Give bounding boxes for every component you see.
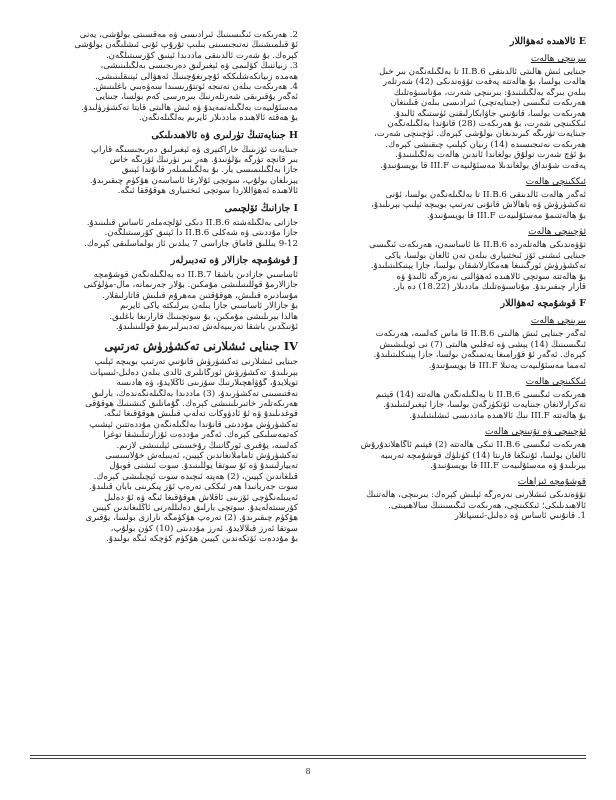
text-line: ھەرىكەتلەر خاتىرىلىنىشى كېرەك. گۇمانلىق كىشىنىڭ ھوقۇقى [85, 398, 298, 409]
text-line: مەسئۇلىيەت بەلگىلەنمەيدۇ ۋە ئىش ھالىتى قايتا تەكشۈرۈلىدۇ. [81, 102, 298, 113]
text-line: ھەرىكەت ئىگىسى II.B.6 تىكى ھالەتتە (2) قېتىم ئاگاھلاندۇرۇش [360, 440, 586, 451]
subsection-heading: ئىككىنچى ھالەت [525, 376, 586, 387]
text-line: جىنايەت تۈرىگە كىرىدىغان بولۇشى كېرەك. ئۈچىنچى شەرت، [374, 129, 586, 140]
text-line: كەلسە، يۇقىرى ئورگاننىڭ رۇخسىتى ئېلىنىشى لازىم. [116, 440, 298, 451]
text-line: تەييارلىنىدۇ ۋە ئۇ سوتقا يوللىنىدۇ. سوت ئىشنى قوبۇل [109, 461, 298, 472]
text-line: بىر قانچە تۈرگە بۆلۈنىدۇ. ھەر بىر تۈرنىڭ ئۆزىگە خاس [109, 155, 298, 166]
text-line: سوتقا ئەرز قىلالايدۇ. ئەرز مۇددىتى (10) كۈن بولۇپ، [110, 523, 298, 534]
text-line: ھالەت بولسا، بۇ ھالەتتە پەقەت تۆۋەندىكى (42) شەرتلەر [383, 77, 586, 88]
text-line: تەكشۈرۈش ئورگىنىغا ھەمكارلاشقان بولسا، جازا يېنىكلىتىلىدۇ. [370, 261, 586, 272]
text-line: تەكشۈرۈش ۋە باھالاش قانۇنى تەرتىپ بويىچە ئېلىپ بېرىلىدۇ، [371, 200, 586, 211]
page-number: 8 [305, 767, 311, 776]
text-line: بۇ جازالار ئاساسىي جازا بىلەن بىرلىكتە ياكى ئايرىم [120, 301, 298, 312]
text-line: ئالاھىدە ئەھۋاللاردا سوتچى ئىختىيارى ھوقۇققا ئىگە. [117, 186, 298, 197]
footer-rule [30, 755, 586, 756]
text-line: توپلايدۇ، گۇۋاھچىلارنىڭ سۆزىنى ئاڭلايدۇ، ۋە ھادىسە [116, 378, 298, 389]
text-line: قوغدىلىدۇ ۋە ئۇ ئادۋوكات تەلەپ قىلىش ھوقۇقىغا ئىگە. [103, 409, 298, 420]
text-line: 4. ھەرىكەت بىلەن نەتىجە ئوتتۇرىسىدا سەۋەبىي باغلىنىش. [93, 82, 298, 93]
text-line: كەتمەسلىكى كېرەك. ئەگەر مۇددەت ئۇزارتىلىشقا توغرا [103, 430, 298, 441]
text-line: ئەيىبلەنگۈچى ئۆزىنى ئاقلاش ھوقۇقىغا ئىگە ۋە ئۇ دەلىل [104, 492, 298, 503]
text-line: جازالارمۇ قوللىنىلىشى مۇمكىن. بۇلار جەرىمانە، مال-مۈلۈكنى [83, 280, 298, 291]
text-line: جازا بەلگىلىمىسى بار. بۇ بەلگىلىمىلەر قانۇندا ئېنىق [121, 165, 298, 176]
subsection-heading: ئۈچىنچى ۋە تۆتىنچى ھالەت [484, 427, 586, 438]
section-heading: F قوشۇمچە ئەھۋاللار [500, 298, 586, 310]
text-line: مۇسادىرە قىلىش، ھوقۇقتىن مەھرۇم قىلىش قاتارلىقلار. [102, 290, 298, 301]
text-line: جازا مۇددىتى ۋە شەكلى II.B.6 دا ئېنىق كۆرسىتىلگەن. [104, 228, 298, 239]
text-line: تەكشۈرۈش تاماملانغاندىن كېيىن، ئەيىبلەش خۇلاسىسى [105, 451, 298, 461]
text-line: بېرىلىدۇ. تەكشۈرۈش ئورگانلىرى ئالدى بىلەن دەلىل-ئىسپات [89, 367, 298, 378]
text-line: جىنايى ئىشنى ئۆز ئىختىيارى بىلەن تەن ئالغان بولسا، ياكى [384, 250, 586, 261]
text-line: جازانى بەلگىلەشتە II.B.6 دىكى ئۆلچەملەر ئاساس قىلىنىدۇ. [86, 217, 298, 228]
text-line: ئالغان بولسا، ئۇنىڭغا قارىتا (14) كۈنلۈك قوشۇمچە تەربىيە [380, 450, 586, 461]
chapter-heading: IV جىنايى ئىشلارنى تەكشۈرۈش تەرتىپى [104, 339, 298, 354]
text-line: ئۇنىڭدىن باشقا تەربىيەلەش تەدبىرلىرىمۇ قوللىنىلىدۇ. [115, 321, 298, 332]
section-heading: E ئالاھىدە ئەھۋاللار [509, 36, 586, 47]
text-line: تۆۋەندىكى ئىشلارنى نەزەرگە ئېلىش كېرەك: بىرىنچى، ھالەتنىڭ [366, 490, 586, 501]
text-line: ھالدا بېرىلىشى مۇمكىن، بۇ سوتچىنىڭ قارارىغا باغلىق. [109, 311, 298, 322]
text-line: ئۇ قىلمىشنىڭ نەتىجىسىنى بىلىپ تۇرۇپ ئۇنى ئىشلىگەن بولۇشى [74, 40, 298, 51]
text-line: پەقەت شۇنداق بولغاندىلا مەسئۇلىيەت III.F قا بويسۇنىدۇ. [380, 160, 586, 171]
text-line: كېرەك. بۇ شەرت ئالدىنقى ماددىدا ئېنىق كۆرسىتىلگەن. [105, 50, 298, 61]
text-line: 1. قانۇنىي ئاساس ۋە دەلىل-ئىسپاتلار [454, 511, 586, 522]
text-line: تەكشۈرۈش مۇددىتى قانۇندا بەلگىلەنگەن مۇددەتتىن ئېشىپ [89, 419, 298, 430]
text-line: ھەرىكەت ئىگىسى (جىنايەتچى) ئىرادىسى بىلەن قىلىنغان [390, 98, 586, 109]
text-line: ئىگىسىنىڭ (14) يېشى ۋە ئەقلىي ھالىتى (7) نى ئويلىشىش [379, 339, 586, 350]
subsection-heading: قوشۇمچە ئىزاھات [517, 477, 586, 488]
footer-rule-2 [30, 758, 586, 759]
text-line: ئەمما مەسئۇلىيەت يەنىلا III.F قا بويسۇنىدۇ. [428, 360, 586, 371]
subsection-heading: ئىككىنچى ھالەت [525, 177, 586, 188]
text-line: سوت جەريانىدا ھەر ئىككى تەرەپ ئۆز پىكرىنى بايان قىلىدۇ. [89, 482, 298, 493]
text-line: كۆرسىتەلەيدۇ. سوتچى بارلىق دەلىللەرنى ئاڭلىغاندىن كېيىن [92, 503, 298, 514]
text-line: جىنايى ئىشلارنى تەكشۈرۈش قانۇنىي تەرتىپ بويىچە ئېلىپ [94, 357, 298, 368]
text-line: يېزىلغان بولۇپ، سوتچى ئۇلارغا ئاساسەن ھۆكۈم چىقىرىدۇ. [89, 175, 298, 186]
text-line: نەقتىسىنى تەكشۈرىدۇ. (3) ماددىدا بەلگىلەنگەندەك، بارلىق [91, 388, 298, 399]
text-line: ھەرىكەت ئىگىسى II.B.6 تا بەلگىلەنگەن ھالەتتە (14) قېتىم [375, 389, 586, 400]
text-line: تەكرارلانغان جىنايەت ئۆتكۈزگەن بولسا، جازا ئېغىرلىتىلىدۇ. [383, 400, 586, 411]
text-line: بۇ ھالەتتىمۇ مەسئۇلىيەت III.F قا بويسۇنىدۇ. [426, 210, 586, 221]
text-line: 3. زىياننىڭ كۆلىمى ۋە ئېغىرلىق دەرىجىسى بەلگىلىنىشى، [100, 61, 298, 72]
text-line: بۇ ھالەتتە سوتچى ئالاھىدە ئەھۋالنى نەزەرگە ئالىدۇ ۋە [396, 271, 586, 282]
text-line: ئەگەر ھالەت ئالدىنقى II.B.6 تا بەلگىلەنگەن بولسا، ئۇنى [385, 190, 586, 201]
section-heading: J قوشۇمچە جازالار ۋە تەدبىرلەر [170, 254, 298, 266]
text-line: كېرەك. ئەگەر ئۇ قۇرامىغا يەتمىگەن بولسا، جازا يېنىكلىتىلىدۇ. [373, 350, 586, 361]
text-line: بىلەن بىرگە بەلگىلىنىدۇ: بىرىنچى شەرت، مۇناسىۋەتلىك [393, 87, 586, 98]
text-line: بېرىلىدۇ ۋە مەسئۇلىيەت III.F قا بويسۇنىدۇ. [430, 460, 586, 471]
right-column [318, 30, 586, 522]
text-line: قارار چىقىرىدۇ. مۇناسىۋەتلىك ماددىلار (18.22) دە بار. [392, 281, 586, 292]
text-line: ئالاھىدىلىكى؛ ئىككىنچى، ھەرىكەت ئىگىسىنىڭ سالاھىيىتى. [388, 500, 586, 511]
text-line: 2. ھەرىكەت ئىگىسىنىڭ ئىرادىسى ۋە مەقسىتى بولۇشى، يەنى [79, 30, 298, 40]
subsection-heading: بىرىنچى ھالەت [530, 54, 586, 64]
text-line: ئىككىنچى شەرت، بۇ ھەرىكەت (28) قانۇندا بەلگىلەنگەن [387, 119, 586, 130]
text-line: ھۆكۈم چىقىرىدۇ. (2) تەرەپ ھۆكۈمگە نارازى بولسا، يۇقىرى [85, 513, 298, 524]
text-line: بۇ ھالەتتە III.F نىڭ ئالاھىدە ماددىسى ئىشلىتىلىدۇ. [409, 410, 586, 421]
text-line: بۇ ھەقتە ئالاھىدە ماددىلار ئايرىم بەلگىلەنگەن. [139, 113, 298, 124]
text-line: بۇ مۇددەت ئۆتكەندىن كېيىن ھۆكۈم كۈچكە ئىگە بولىدۇ. [106, 534, 298, 545]
text-line: جىنايى ئىش ھالىتى ئالدىنقى II.B.6 تا بەلگىلەنگەن بىر خىل [379, 67, 586, 77]
section-heading: I جازانىڭ ئۆلچىمى [224, 202, 298, 214]
text-line: ھەمدە زىيانكەشلىككە ئۇچرىغۇچىنىڭ ئەھۋالى ئېنىقلىنىشى. [95, 71, 298, 82]
text-line: 9-12 يىللىق قاماق جازاسى 7 يىلدىن ئاز بولماسلىقى كېرەك. [84, 238, 298, 249]
section-heading: H جىنايەتنىڭ تۈرلىرى ۋە ئالاھىدىلىكى [151, 129, 298, 141]
text-line: ھەرىكەت نەتىجىسىدە (14) زىيان كېلىپ چىقىشى كېرەك. [385, 139, 586, 150]
subsection-heading: ئۈچىنچى ھالەت [528, 227, 586, 238]
text-line: ئاساسىي جازادىن باشقا II.B.7 دە بەلگىلەنگەن قوشۇمچە [93, 269, 298, 280]
subsection-heading: بىرىنچى ھالەت [530, 316, 586, 327]
text-line: بۇ ئۈچ شەرت تولۇق بولغاندا ئاندىن ھالەت بەلگىلىنىدۇ. [395, 150, 586, 161]
text-line: ئەگەر يۇقىرىقى شەرتلەرنىڭ بىرەرسى كەم بولسا، جىنايى [95, 92, 298, 103]
text-line: تۆۋەندىكى ھالەتلەردە II.B.6 غا ئاساسەن، ھەرىكەت ئىگىسى [369, 240, 586, 251]
text-line: قىلغاندىن كېيىن، (2) ھەپتە ئىچىدە سوت ئېچىلىشى كېرەك. [93, 471, 298, 482]
left-column [30, 30, 298, 545]
text-line: ئەگەر جىنايى ئىش ھالىتى II.B.6 قا ماس كەلسە، ھەرىكەت [375, 329, 586, 340]
text-line: ھەرىكەت بولسا، قانۇنىي جاۋابكارلىقنى ئۈستىگە ئالىدۇ. [393, 108, 586, 119]
text-line: جىنايەت ئۆزىنىڭ خاراكتېرى ۋە ئېغىرلىق دەرىجىسىگە قاراپ [90, 144, 298, 155]
